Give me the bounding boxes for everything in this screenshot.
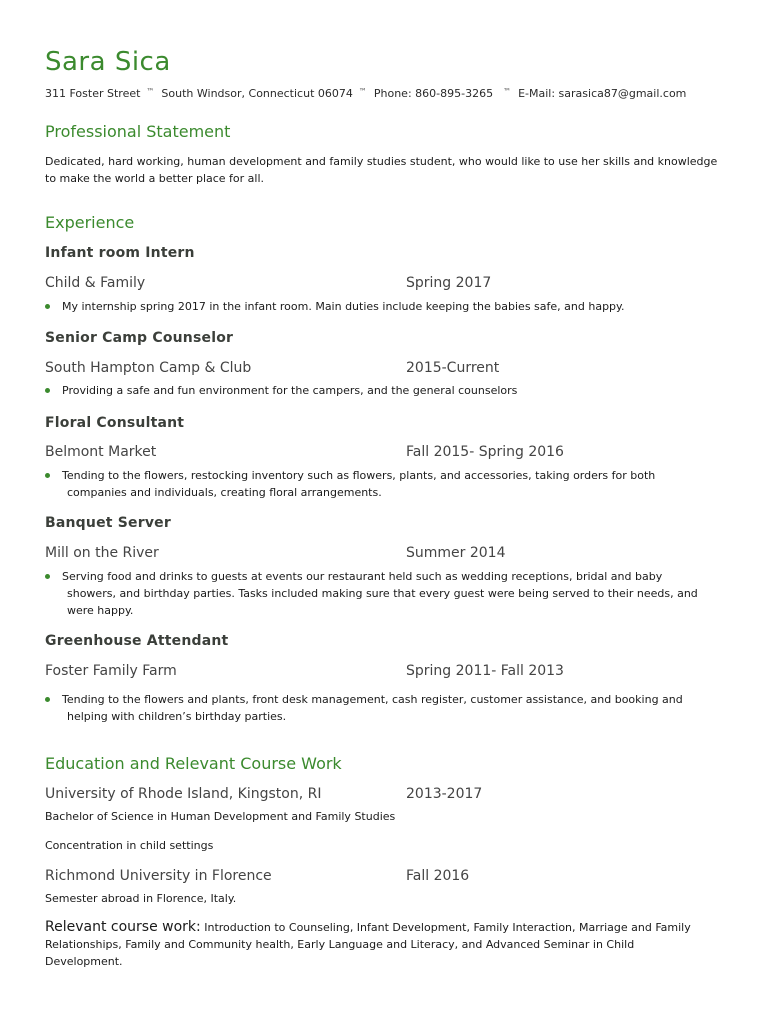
bullet-text: My internship spring 2017 in the infant room. Main duties include keeping the babies safe, and happy. — [62, 300, 625, 313]
phone-number: Phone: 860-895-3265 — [373, 87, 494, 100]
resume-header — [45, 42, 725, 100]
bullet-item — [45, 568, 742, 619]
bullet-text: Providing a safe and fun environment for the campers, and the general counselors — [62, 384, 518, 397]
job-entry — [45, 515, 725, 531]
section-title: Professional Statement — [45, 122, 231, 141]
bullet-dot-icon — [45, 304, 50, 309]
job-organization: Belmont Market — [45, 444, 157, 460]
job-entry — [45, 633, 725, 649]
job-title: Banquet Server — [45, 515, 171, 531]
contact-separator: ™ — [503, 87, 512, 96]
candidate-name: Sara Sica — [45, 47, 171, 77]
bullet-item — [45, 691, 742, 725]
bullet-dot-icon — [45, 473, 50, 478]
bullet-dot-icon — [45, 388, 50, 393]
job-meta-row — [45, 545, 725, 565]
job-organization: South Hampton Camp & Club — [45, 360, 252, 376]
job-date: Spring 2017 — [406, 275, 492, 291]
job-meta-row — [45, 360, 725, 380]
education-date: 2013-2017 — [406, 786, 483, 802]
degree-text: Bachelor of Science in Human Development and Family Studies — [45, 810, 396, 823]
school-name: University of Rhode Island, Kingston, RI — [45, 786, 322, 802]
bullet-item — [45, 467, 742, 501]
coursework-lead: Relevant course work: — [45, 919, 201, 935]
education-section — [45, 754, 725, 773]
job-meta-row — [45, 663, 725, 683]
bullet-item — [45, 382, 742, 399]
coursework-line: Development. — [45, 955, 123, 968]
coursework-line: Relationships, Family and Community health, Early Language and Literacy, and Advanced Seminar in Child — [45, 938, 635, 951]
city-address: South Windsor, Connecticut 06074 — [161, 87, 353, 100]
job-entry — [45, 245, 725, 261]
job-title: Greenhouse Attendant — [45, 633, 229, 649]
bullet-line: Tending to the flowers, restocking inventory such as flowers, plants, and accessories, taking orders for both — [62, 469, 656, 482]
bullet-text — [62, 568, 742, 619]
contact-separator: ™ — [358, 87, 367, 96]
bullet-line: companies and individuals, creating floral arrangements. — [67, 486, 382, 499]
job-title: Infant room Intern — [45, 245, 195, 261]
job-meta-row — [45, 275, 725, 295]
experience-section — [45, 213, 725, 232]
job-date: Spring 2011- Fall 2013 — [406, 663, 564, 679]
coursework-block — [45, 919, 725, 970]
bullet-line: were happy. — [67, 604, 134, 617]
school-name: Richmond University in Florence — [45, 868, 272, 884]
coursework-line — [45, 919, 725, 936]
email-address: E-Mail: sarasica87@gmail.com — [518, 87, 687, 100]
education-meta-row — [45, 786, 725, 806]
bullet-dot-icon — [45, 697, 50, 702]
job-date: 2015-Current — [406, 360, 500, 376]
street-address: 311 Foster Street — [45, 87, 141, 100]
contact-line — [45, 84, 725, 100]
job-date: Summer 2014 — [406, 545, 506, 561]
job-date: Fall 2015- Spring 2016 — [406, 444, 564, 460]
bullet-item — [45, 298, 742, 315]
section-title: Education and Relevant Course Work — [45, 754, 342, 773]
contact-separator: ™ — [146, 87, 155, 96]
bullet-line: helping with children’s birthday parties. — [67, 710, 287, 723]
job-organization: Mill on the River — [45, 545, 159, 561]
section-title: Experience — [45, 213, 135, 232]
job-entry — [45, 415, 725, 431]
job-title: Senior Camp Counselor — [45, 330, 234, 346]
study-abroad-text: Semester abroad in Florence, Italy. — [45, 892, 237, 905]
job-title: Floral Consultant — [45, 415, 185, 431]
job-organization: Foster Family Farm — [45, 663, 177, 679]
bullet-line: Serving food and drinks to guests at events our restaurant held such as wedding receptions, bridal and baby — [62, 570, 663, 583]
education-meta-row — [45, 868, 725, 888]
bullet-text — [62, 467, 742, 501]
statement-text: Dedicated, hard working, human development and family studies student, who would like to use her skills and knowledge to make the world a better place for all. — [45, 155, 718, 185]
job-entry — [45, 330, 725, 346]
coursework-text: Introduction to Counseling, Infant Development, Family Interaction, Marriage and Family — [200, 921, 691, 934]
job-meta-row — [45, 444, 725, 464]
education-date: Fall 2016 — [406, 868, 470, 884]
bullet-line: Tending to the flowers and plants, front desk management, cash register, customer assistance, and booking and — [62, 693, 683, 706]
statement-section — [45, 122, 725, 141]
bullet-line: showers, and birthday parties. Tasks included making sure that every guest were being served to their needs, and — [67, 587, 698, 600]
job-organization: Child & Family — [45, 275, 146, 291]
concentration-text: Concentration in child settings — [45, 839, 214, 852]
bullet-text — [62, 691, 742, 725]
bullet-dot-icon — [45, 574, 50, 579]
